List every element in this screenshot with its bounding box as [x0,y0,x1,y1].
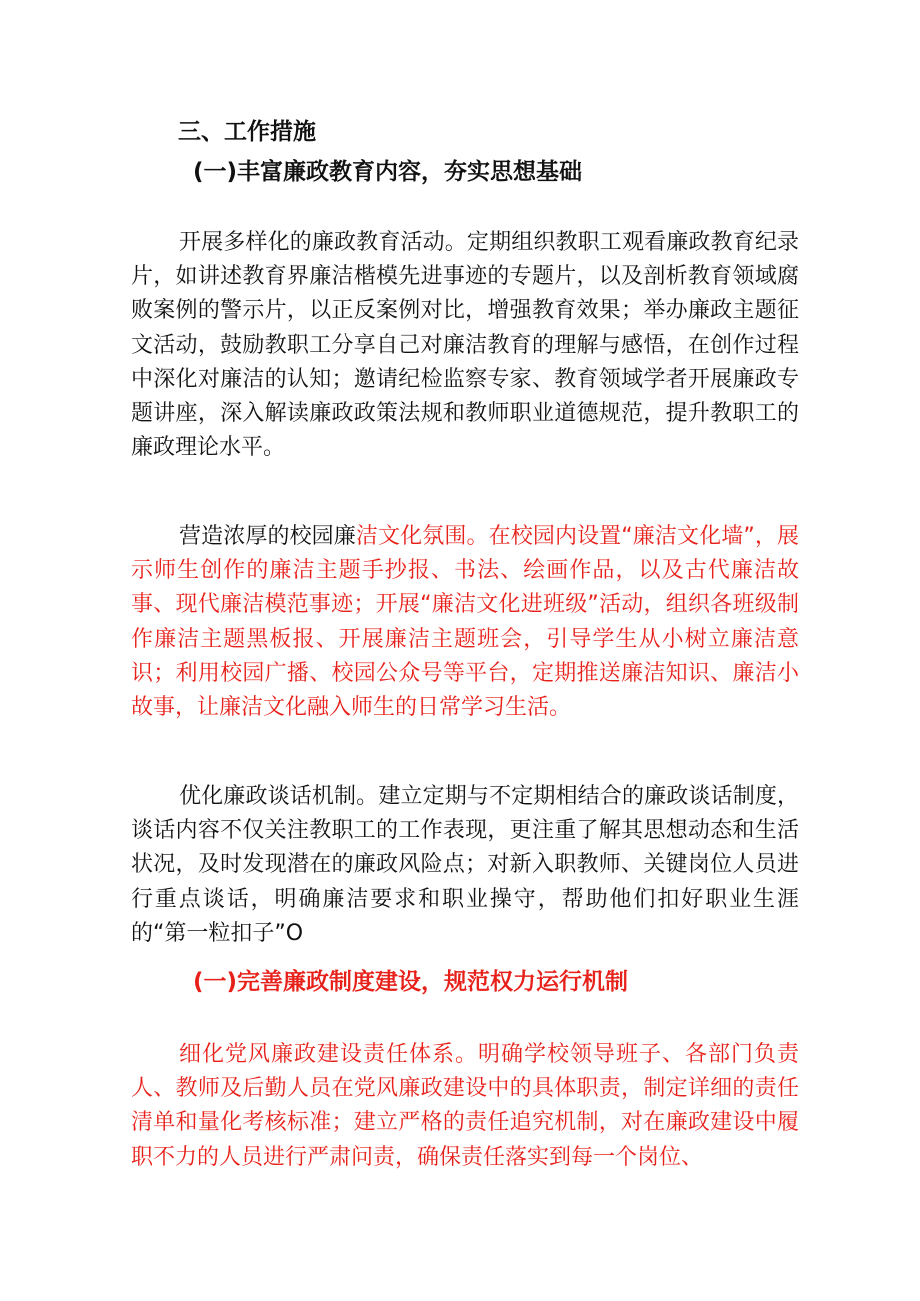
paragraph-diverse-education: 开展多样化的廉政教育活动。定期组织教职工观看廉政教育纪录片，如讲述教育界廉洁楷模先进事迹的专题片，以及剖析教育领域腐败案例的警示片，以正反案例对比，增强教育效果；举办廉政主题征文活动，鼓励教职工分享自己对廉洁教育的理解与感悟，在创作过程中深化对廉洁的认知；邀请纪检监察专家、教育领域学者开展廉政专题讲座，深入解读廉政政策法规和教师职业道德规范，提升教职工的廉政理论水平。 [131,230,799,461]
subsection-1-title: (一)丰富廉政教育内容，夯实思想基础 [193,159,583,185]
paragraph-campus-culture [131,520,799,725]
paragraph-talk-mechanism: 优化廉政谈话机制。建立定期与不定期相结合的廉政谈话制度，谈话内容不仅关注教职工的工作表现，更注重了解其思想动态和生活状况，及时发现潜在的廉政风险点；对新入职教师、关键岗位人员进行重点谈话，明确廉洁要求和职业操守，帮助他们扣好职业生涯的“第一粒扣子”O [131,784,799,946]
paragraph-campus-culture-highlight: 洁文化氛围。在校园内设置“廉洁文化墙”，展示师生创作的廉洁主题手抄报、书法、绘画作品，以及古代廉洁故事、现代廉洁模范事迹；开展“廉洁文化进班级”活动，组织各班级制作廉洁主题黑板报、开展廉洁主题班会，引导学生从小树立廉洁意识；利用校园广播、校园公众号等平台，定期推送廉洁知识、廉洁小故事，让廉洁文化融入师生的日常学习生活。 [131,524,799,721]
paragraph-campus-culture-lead: 营造浓厚的校园廉 [179,524,356,549]
section-title: 三、工作措施 [178,119,316,145]
paragraph-responsibility-system: 细化党风廉政建设责任体系。明确学校领导班子、各部门负责人、教师及后勤人员在党风廉政建设中的具体职责，制定详细的责任清单和量化考核标准；建立严格的责任追究机制，对在廉政建设中履职不力的人员进行严肃问责，确保责任落实到每一个岗位、 [131,1042,799,1170]
subsection-2-title: (一)完善廉政制度建设，规范权力运行机制 [193,969,629,995]
